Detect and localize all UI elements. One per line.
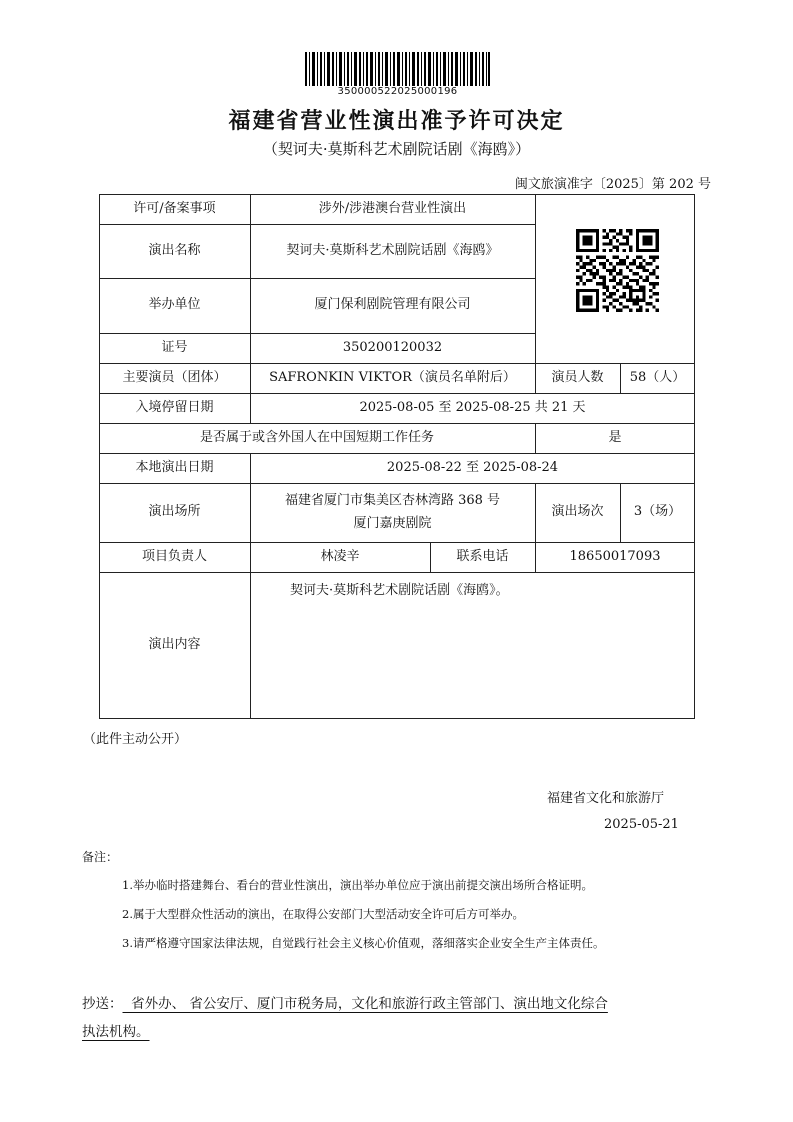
stay-value: 2025-08-05 至 2025-08-25 共 21 天 — [359, 399, 586, 415]
barcode — [305, 52, 490, 86]
sessions-label: 演出场次 — [551, 504, 604, 520]
qr-code-icon — [576, 229, 659, 312]
page-title: 福建省营业性演出准予许可决定 — [228, 108, 565, 134]
venue-name: 厦门嘉庚剧院 — [353, 515, 432, 531]
notes-label: 备注： — [82, 850, 119, 864]
issuer: 福建省文化和旅游厅 — [547, 791, 665, 806]
note-item: 3.请严格遵守国家法律法规，自觉践行社会主义核心价值观，落细落实企业安全生产主体责任。 — [122, 936, 605, 950]
cert-no-label: 证号 — [161, 339, 188, 355]
performer-count-value: 58（人） — [629, 369, 686, 385]
manager-value: 林凌辛 — [320, 548, 360, 564]
performer-count-label: 演员人数 — [551, 369, 604, 385]
phone-value: 18650017093 — [569, 548, 661, 564]
manager-label: 项目负责人 — [141, 548, 207, 564]
barcode-number: 350000522025000196 — [337, 86, 458, 97]
main-performer-label: 主要演员（团体） — [122, 369, 227, 385]
short-work-label: 是否属于或含外国人在中国短期工作任务 — [199, 429, 434, 445]
main-performer-value: SAFRONKIN VIKTOR（演员名单附后） — [269, 369, 516, 385]
local-date-value: 2025-08-22 至 2025-08-24 — [386, 459, 559, 475]
page-subtitle: （契诃夫·莫斯科艺术剧院话剧《海鸥》） — [262, 140, 531, 158]
show-name-label: 演出名称 — [148, 242, 201, 258]
content-value: 契诃夫·莫斯科艺术剧院话剧《海鸥》。 — [290, 583, 509, 598]
cert-no-value: 350200120032 — [342, 339, 443, 355]
venue-value — [250, 483, 535, 542]
stay-label: 入境停留日期 — [135, 399, 214, 415]
content-label: 演出内容 — [148, 636, 201, 652]
organizer-label: 举办单位 — [148, 297, 201, 313]
note-item: 2.属于大型群众性活动的演出，在取得公安部门大型活动安全许可后方可举办。 — [122, 907, 524, 921]
local-date-label: 本地演出日期 — [135, 459, 214, 475]
venue-label: 演出场所 — [148, 504, 201, 520]
cc-section — [82, 990, 718, 1046]
organizer-value: 厦门保利剧院管理有限公司 — [314, 297, 471, 313]
issue-date: 2025-05-21 — [604, 817, 679, 832]
venue-address: 福建省厦门市集美区杏林湾路 368 号 — [284, 493, 501, 509]
permit-table — [99, 194, 695, 719]
note-item: 1.举办临时搭建舞台、看台的营业性演出，演出举办单位应于演出前提交演出场所合格证明。 — [122, 878, 593, 892]
sessions-value: 3（场） — [633, 504, 682, 520]
short-work-value: 是 — [608, 429, 622, 445]
cc-recipients-line1: 省外办、 省公安厅、厦门市税务局，文化和旅游行政主管部门、演出地文化综合 — [122, 996, 608, 1012]
cc-label: 抄送： — [82, 996, 123, 1012]
phone-label: 联系电话 — [456, 548, 509, 564]
permit-item-label: 许可/备案事项 — [133, 200, 216, 216]
public-note: （此件主动公开） — [83, 732, 188, 747]
document-number: 闽文旅演准字〔2025〕第 202 号 — [514, 177, 711, 192]
show-name-value: 契诃夫·莫斯科艺术剧院话剧《海鸥》 — [286, 242, 499, 258]
cc-recipients-line2: 执法机构。 — [82, 1024, 150, 1040]
permit-item-value: 涉外/涉港澳台营业性演出 — [318, 200, 467, 216]
